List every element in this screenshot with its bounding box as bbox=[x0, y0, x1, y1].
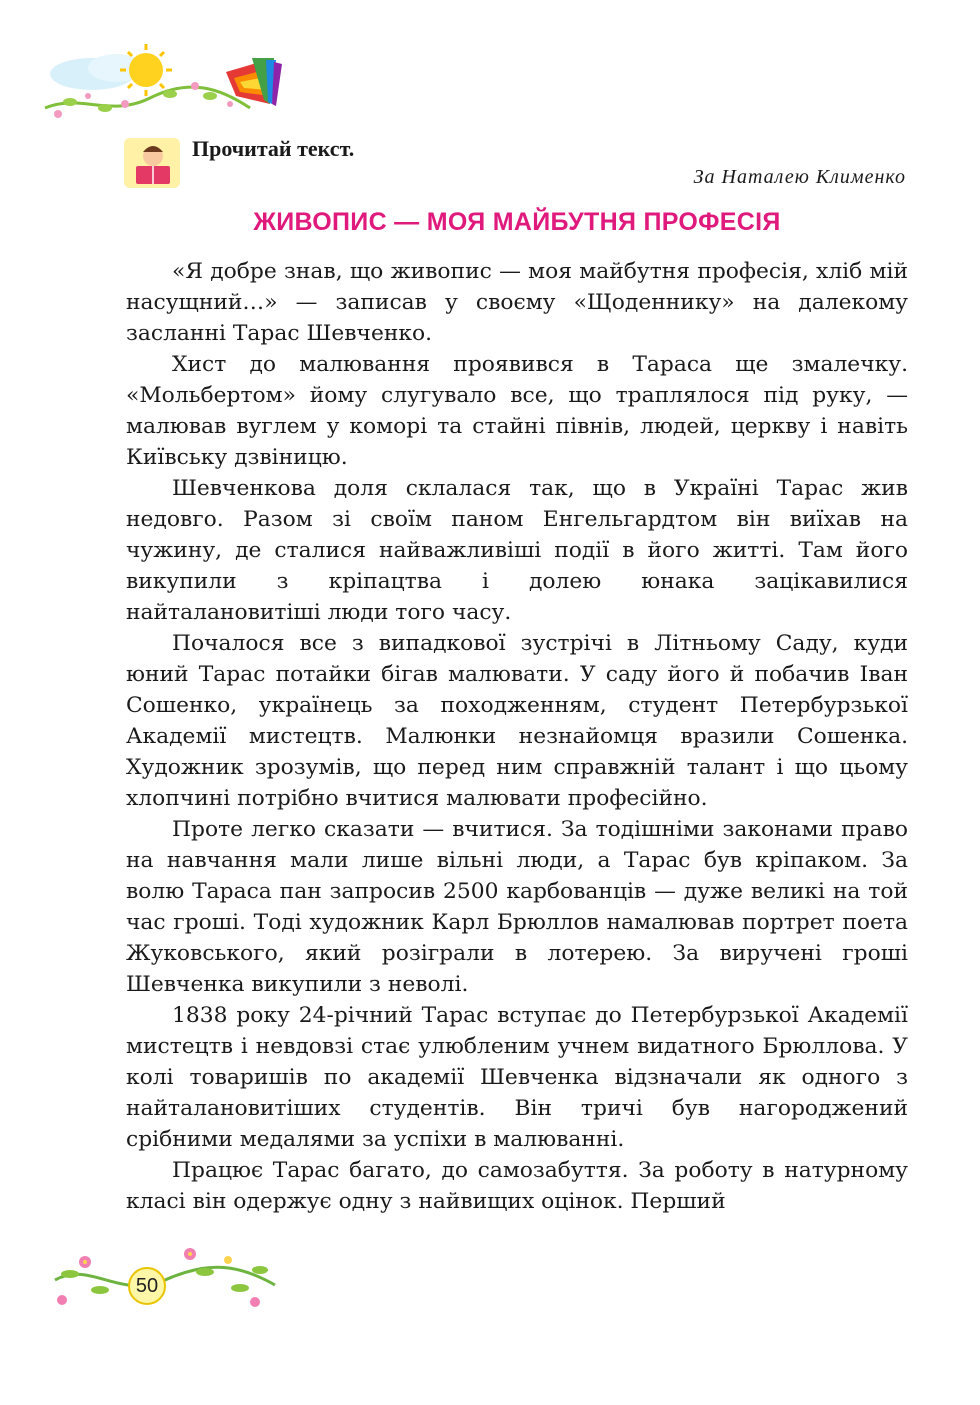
paragraph: Почалося все з випадкової зустрічі в Літньому Саду, куди юний Тарас потайки бігав малювати. У саду його й побачив Іван Сошенко, українець за походженням, студент Петербурзької Академії мистецтв. Малюнки незнайомця вразили Сошенка. Художник зрозумів, що перед ним справжній талант і що цьому хлопчині потрібно вчитися малювати професійно. bbox=[126, 631, 908, 811]
sun-vine-rainbow-decoration bbox=[30, 38, 290, 138]
instruction-text: Прочитай текст. bbox=[192, 136, 355, 161]
text-title: ЖИВОПИС — МОЯ МАЙБУТНЯ ПРОФЕСІЯ bbox=[253, 208, 781, 236]
reading-text bbox=[126, 256, 908, 1217]
page-number: 50 bbox=[128, 1267, 166, 1305]
paragraph: Проте легко сказати — вчитися. За тодішніми законами право на навчання мали лише вільні люди, а Тарас був кріпаком. За волю Тараса пан запросив 2500 карбованців — дуже великі на той час гроші. Тоді художник Карл Брюллов намалював портрет поета Жуковського, який розіграли в лотерею. За виручені гроші Шевченка викупили з неволі. bbox=[126, 817, 908, 997]
author-credit: За Наталею Клименко bbox=[693, 166, 906, 188]
instruction-row bbox=[122, 134, 354, 190]
paragraph: Шевченкова доля склалася так, що в Україні Тарас жив недовго. Разом зі своїм паном Енгельгардтом він виїхав на чужину, де сталися найважливіші події в його житті. Там його викупили з кріпацтва і долею юнака зацікавилися найталановитіші люди того часу. bbox=[126, 476, 908, 625]
paragraph: 1838 року 24-річний Тарас вступає до Петербурзької Академії мистецтв і невдовзі стає улюбленим учнем видатного Брюллова. У колі товаришів по академії Шевченка відзначали як одного з найталановитіших студентів. Він тричі був нагороджений срібними медалями за успіхи в малюванні. bbox=[126, 1003, 908, 1152]
paragraph: Працює Тарас багато, до самозабуття. За роботу в натурному класі він одержує одну з найвищих оцінок. Перший bbox=[126, 1158, 908, 1214]
reading-child-icon bbox=[122, 134, 184, 190]
paragraph: «Я добре знав, що живопис — моя майбутня професія, хліб мій насущний…» — записав у своєму «Щоденнику» на далекому засланні Тарас Шевченко. bbox=[126, 259, 908, 346]
paragraph: Хист до малювання проявився в Тараса ще змалечку. «Мольбертом» йому слугувало все, що траплялося під руку, — малював вуглем у коморі та стайні півнів, людей, церкву і навіть Київську дзвіницю. bbox=[126, 352, 908, 470]
